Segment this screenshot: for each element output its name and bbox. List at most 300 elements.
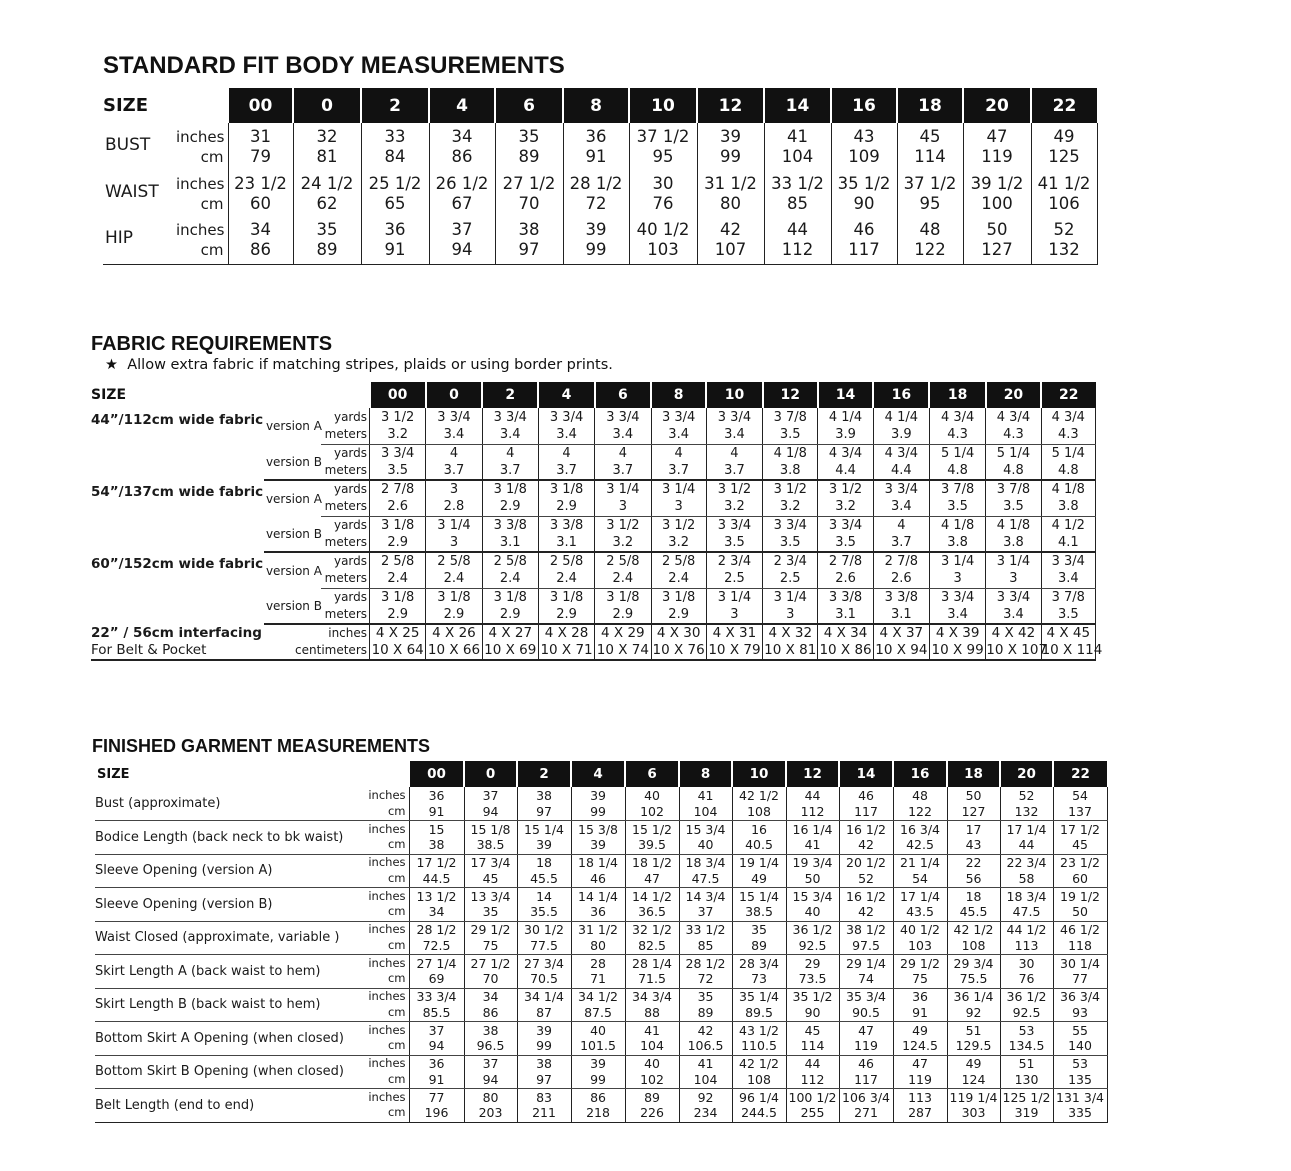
garment-measurements-table [95, 761, 1108, 1123]
value-cell [786, 888, 839, 922]
cell-line-2: 3.5 [387, 462, 408, 478]
cell-line-2: 104 [640, 1038, 664, 1054]
unit-label [264, 624, 370, 660]
cell-line-2: 134.5 [1008, 1038, 1045, 1054]
value-cell [763, 408, 818, 444]
cell-line-2: 85.5 [422, 1004, 451, 1020]
cell-line-2: 2.9 [443, 606, 465, 622]
cell-line-1: 17 1/4 [1006, 821, 1047, 837]
value-cell [947, 955, 1000, 989]
value-cell [538, 552, 594, 588]
cell-line-1: 37 [428, 1022, 445, 1038]
value-cell [464, 955, 517, 989]
value-cell [1041, 480, 1095, 516]
cell-line-1: 53 [1072, 1056, 1088, 1072]
value-cell [1000, 921, 1053, 955]
cell-line-2: 10 X 69 [484, 642, 537, 658]
value-cell [595, 408, 651, 444]
cell-line-1: inches [368, 1056, 406, 1071]
cell-line-1: 22 3/4 [1006, 855, 1047, 871]
value-cell [1041, 624, 1103, 660]
value-cell [370, 444, 426, 480]
value-cell [818, 408, 873, 444]
cell-line-1: 4 X 28 [544, 625, 589, 641]
cell-line-2: 109 [848, 146, 880, 166]
cell-line-1: 37 [482, 1056, 499, 1072]
cell-line-2: 3.7 [724, 462, 745, 478]
cell-line-2: cm [200, 241, 224, 260]
unit-label [321, 516, 369, 552]
cell-line-1: 28 3/4 [739, 955, 780, 971]
cell-line-1: 47 [858, 1022, 874, 1038]
cell-line-1: 3 3/8 [884, 589, 918, 605]
cell-line-1: 20 1/2 [846, 855, 887, 871]
cell-line-2: 2.6 [890, 571, 912, 587]
cell-line-2: 117 [848, 240, 880, 260]
row-label: Waist Closed (approximate, variable ) [95, 921, 365, 955]
row-label: BUST [105, 134, 151, 155]
cell-line-1: 3 1/4 [940, 554, 975, 570]
cell-line-2: 112 [800, 1071, 825, 1087]
value-cell [873, 588, 929, 624]
value-cell [839, 988, 893, 1022]
value-cell [679, 1089, 732, 1123]
value-cell [786, 988, 839, 1022]
value-cell [409, 921, 464, 955]
cell-line-1: 17 1/2 [416, 855, 457, 871]
cell-line-1: 4 [730, 445, 739, 461]
value-cell [370, 552, 426, 588]
value-cell [571, 1022, 625, 1056]
value-cell [625, 787, 679, 821]
cell-line-2: 226 [640, 1105, 664, 1121]
cell-line-1: 3 3/4 [828, 517, 863, 533]
cell-line-1: 3 3/4 [717, 409, 752, 425]
value-cell [873, 516, 929, 552]
cell-line-2: 10 X 107 [986, 642, 1048, 658]
cell-line-1: 26 1/2 [435, 173, 489, 193]
cell-line-1: 3 1/8 [606, 589, 640, 605]
cell-line-1: 4 X 37 [879, 625, 924, 641]
cell-line-1: 42 1/2 [739, 1056, 780, 1072]
cell-line-1: 34 1/2 [578, 989, 619, 1005]
value-cell [595, 444, 651, 480]
size-header-label: SIZE [91, 387, 127, 403]
value-cell [482, 552, 538, 588]
cell-line-2: 89 [316, 240, 338, 260]
value-cell [706, 516, 762, 552]
cell-line-1: 50 [965, 788, 982, 803]
cell-line-1: inches [328, 626, 368, 640]
cell-line-2: 124 [961, 1071, 986, 1087]
cell-line-2: 132 [1014, 803, 1039, 819]
size-header-0: 0 [464, 761, 517, 787]
cell-line-1: 38 [536, 1056, 552, 1072]
cell-line-2: 271 [854, 1105, 878, 1121]
cell-line-2: 95 [652, 146, 674, 166]
interfacing-label-2: For Belt & Pocket [91, 641, 207, 658]
fabric-requirements-table [91, 382, 1103, 661]
cell-line-1: inches [368, 821, 406, 836]
cell-line-1: 18 1/2 [632, 855, 673, 871]
cell-line-2: 3.2 [612, 534, 634, 550]
cell-line-1: 14 [536, 888, 552, 904]
body-measurements-title: STANDARD FIT BODY MEASUREMENTS [103, 52, 565, 79]
cell-line-1: 31 [250, 126, 272, 146]
cell-line-1: 3 7/8 [773, 409, 807, 425]
size-header-4: 4 [429, 88, 495, 123]
cell-line-1: 28 [590, 955, 606, 971]
value-cell [538, 624, 594, 660]
value-cell [293, 170, 361, 217]
cell-line-2: 91 [585, 146, 607, 166]
cell-line-1: 4 3/4 [828, 445, 863, 461]
value-cell [228, 123, 293, 170]
cell-line-2: 3.4 [947, 606, 968, 622]
cell-line-1: 33 1/2 [771, 173, 824, 193]
cell-line-2: 3.8 [1057, 499, 1079, 515]
cell-line-1: 125 1/2 [1002, 1089, 1051, 1105]
cell-line-2: 10 X 99 [931, 642, 984, 658]
cell-line-1: 2 5/8 [493, 554, 527, 570]
value-cell [893, 821, 947, 855]
cell-line-1: 24 1/2 [300, 173, 354, 193]
size-header-18: 18 [947, 761, 1000, 787]
value-cell [763, 516, 818, 552]
value-cell [409, 1022, 464, 1056]
cell-line-2: 3.2 [835, 499, 856, 515]
value-cell [228, 170, 293, 217]
cell-line-1: 4 [618, 445, 627, 461]
cell-line-2: 86 [451, 146, 473, 166]
cell-line-2: 303 [961, 1105, 986, 1121]
unit-label [365, 1022, 409, 1056]
value-cell [482, 588, 538, 624]
value-cell [538, 588, 594, 624]
cell-line-2: 4.3 [1003, 426, 1024, 442]
cell-line-1: 36 [384, 220, 406, 240]
cell-line-2: 10 X 114 [1041, 642, 1103, 658]
cell-line-1: 44 1/2 [1006, 922, 1047, 938]
cell-line-2: 3.8 [947, 534, 968, 550]
value-cell [786, 1022, 839, 1056]
value-cell [625, 888, 679, 922]
size-header-4: 4 [538, 382, 594, 408]
value-cell [897, 123, 963, 170]
fabric-width-label: 60”/152cm wide fabric [91, 556, 264, 572]
value-cell [464, 854, 517, 888]
cell-line-1: yards [333, 517, 368, 532]
value-cell [571, 1089, 625, 1123]
value-cell [786, 1055, 839, 1089]
cell-line-2: 110.5 [741, 1038, 777, 1054]
value-cell [429, 217, 495, 264]
cell-line-2: 45.5 [959, 904, 988, 920]
cell-line-2: 36 [590, 904, 606, 920]
value-cell [947, 854, 1000, 888]
value-cell [426, 588, 482, 624]
cell-line-1: 16 1/2 [846, 888, 887, 904]
value-cell [706, 552, 762, 588]
cell-line-1: 39 [590, 788, 606, 803]
size-header-10: 10 [629, 88, 697, 123]
cell-line-1: 34 1/4 [524, 989, 565, 1005]
size-header-16: 16 [873, 382, 929, 408]
cell-line-1: 3 7/8 [996, 482, 1031, 498]
cell-line-1: 3 1/4 [996, 554, 1031, 570]
value-cell [929, 624, 985, 660]
cell-line-1: 23 1/2 [234, 173, 287, 193]
cell-line-2: 129.5 [955, 1038, 992, 1054]
table-row [95, 1055, 1107, 1089]
cell-line-2: 60 [1072, 870, 1088, 886]
table-row [91, 624, 1096, 660]
cell-line-1: 39 [536, 1022, 552, 1038]
cell-line-2: 2.9 [612, 606, 634, 622]
cell-line-2: 10 X 94 [875, 642, 928, 658]
cell-line-2: 58 [1018, 870, 1035, 886]
value-cell [571, 988, 625, 1022]
value-cell [625, 988, 679, 1022]
cell-line-2: 90.5 [852, 1004, 880, 1020]
cell-line-2: 45 [482, 870, 499, 886]
cell-line-2: 3 [1009, 571, 1018, 587]
cell-line-2: 2.9 [499, 499, 521, 515]
cell-line-2: 39 [590, 837, 606, 853]
cell-line-1: 4 [449, 445, 459, 461]
value-cell [732, 1089, 786, 1123]
value-cell [732, 1055, 786, 1089]
cell-line-1: 29 3/4 [953, 955, 994, 971]
cell-line-2: 119 [854, 1038, 878, 1054]
value-cell [1031, 123, 1097, 170]
value-cell [732, 888, 786, 922]
cell-line-1: 25 1/2 [368, 173, 422, 193]
cell-line-2: 244.5 [741, 1105, 777, 1121]
value-cell [679, 821, 732, 855]
cell-line-1: 4 1/2 [1051, 517, 1085, 533]
value-cell [538, 444, 594, 480]
cell-line-1: 96 1/4 [739, 1089, 780, 1105]
value-cell [818, 480, 873, 516]
cell-line-1: 83 [536, 1089, 552, 1105]
value-cell [732, 921, 786, 955]
cell-line-1: 36 [585, 126, 607, 146]
cell-line-2: 3.7 [556, 462, 577, 478]
cell-line-2: 102 [640, 803, 664, 819]
value-cell [679, 921, 732, 955]
cell-line-2: 47.5 [1012, 904, 1041, 920]
table-row [95, 854, 1107, 888]
value-cell [625, 821, 679, 855]
cell-line-1: 15 3/4 [792, 888, 833, 904]
value-cell [482, 516, 538, 552]
cell-line-2: 106.5 [687, 1038, 724, 1054]
value-cell [1053, 821, 1107, 855]
value-cell [482, 624, 538, 660]
cell-line-2: 3.8 [779, 462, 801, 478]
value-cell [1053, 955, 1107, 989]
cell-line-2: 60 [250, 193, 272, 213]
size-header-0: 0 [426, 382, 482, 408]
value-cell [482, 480, 538, 516]
cell-line-2: cm [387, 904, 406, 919]
value-cell [1041, 444, 1095, 480]
value-cell [679, 854, 732, 888]
cell-line-1: 38 1/2 [846, 922, 887, 938]
cell-line-1: 27 1/4 [416, 955, 457, 971]
value-cell [1041, 408, 1095, 444]
cell-line-1: 18 3/4 [685, 855, 726, 871]
value-cell [409, 1055, 464, 1089]
value-cell [571, 921, 625, 955]
value-cell [409, 854, 464, 888]
size-header-16: 16 [893, 761, 947, 787]
cell-line-2: 103 [647, 240, 679, 260]
cell-line-2: 69 [428, 971, 445, 987]
table-row [103, 170, 1097, 217]
cell-line-1: 77 [428, 1089, 445, 1105]
cell-line-1: 5 1/4 [996, 445, 1031, 461]
cell-line-2: 92.5 [798, 937, 827, 953]
garment-measurements-title: FINISHED GARMENT MEASUREMENTS [92, 736, 431, 756]
cell-line-1: 113 [908, 1089, 932, 1105]
cell-line-2: 45.5 [530, 870, 558, 886]
table-row [95, 988, 1107, 1022]
cell-line-1: 46 [858, 1056, 874, 1072]
cell-line-1: 3 1/2 [773, 482, 807, 498]
cell-line-1: 18 [965, 888, 982, 904]
cell-line-1: 40 [590, 1022, 606, 1038]
cell-line-2: 108 [747, 803, 771, 819]
cell-line-2: 3 [953, 571, 962, 587]
cell-line-2: 3.5 [1057, 606, 1079, 622]
cell-line-2: 114 [800, 1038, 825, 1054]
value-cell [831, 217, 897, 264]
value-cell [732, 1022, 786, 1056]
size-header-00: 00 [409, 761, 464, 787]
row-label: Sleeve Opening (version A) [95, 854, 365, 888]
value-cell [409, 821, 464, 855]
cell-line-1: 3 3/4 [381, 445, 415, 461]
cell-line-2: 3.2 [779, 499, 801, 515]
cell-line-2: 107 [714, 240, 747, 260]
value-cell [679, 787, 732, 821]
cell-line-2: 10 X 74 [596, 642, 649, 658]
cell-line-1: 2 5/8 [549, 554, 584, 570]
value-cell [897, 217, 963, 264]
value-cell [651, 408, 706, 444]
cell-line-1: 5 1/4 [1051, 445, 1085, 461]
value-cell [764, 170, 831, 217]
row-label: Bust (approximate) [95, 787, 365, 821]
cell-line-1: 36 3/4 [1060, 989, 1101, 1005]
cell-line-2: 108 [961, 937, 986, 953]
size-header-14: 14 [818, 382, 873, 408]
cell-line-2: 75 [912, 971, 928, 987]
cell-line-2: 4.4 [890, 462, 912, 478]
cell-line-2: 10 X 66 [427, 642, 481, 658]
cell-line-1: 3 1/8 [661, 589, 696, 605]
cell-line-1: inches [176, 174, 225, 193]
size-header-16: 16 [831, 88, 897, 123]
cell-line-2: 3.7 [890, 534, 912, 550]
value-cell [1000, 787, 1053, 821]
table-row [95, 921, 1107, 955]
cell-line-1: 4 [562, 445, 571, 461]
value-cell [679, 1022, 732, 1056]
cell-line-2: 91 [428, 803, 445, 819]
value-cell [947, 988, 1000, 1022]
cell-line-1: inches [368, 788, 406, 802]
cell-line-2: 3.5 [724, 534, 745, 550]
cell-line-1: 36 1/2 [1006, 989, 1047, 1005]
cell-line-1: 42 [720, 220, 742, 240]
cell-line-1: 44 [804, 788, 821, 803]
value-cell [763, 588, 818, 624]
cell-line-2: 106 [1048, 193, 1080, 213]
cell-line-1: 4 X 25 [375, 625, 420, 641]
cell-line-2: meters [324, 534, 368, 549]
version-label: version A [265, 419, 322, 433]
value-cell [370, 480, 426, 516]
cell-line-2: 40 [697, 837, 714, 853]
size-header-6: 6 [495, 88, 563, 123]
cell-line-1: 3 1/8 [549, 589, 584, 605]
value-cell [818, 588, 873, 624]
cell-line-2: 4.4 [835, 462, 856, 478]
value-cell [517, 821, 571, 855]
cell-line-2: 10 X 81 [764, 642, 817, 658]
cell-line-1: inches [368, 855, 406, 870]
cell-line-1: 3 3/4 [940, 589, 975, 605]
cell-line-2: 72.5 [422, 937, 451, 953]
cell-line-1: 37 1/2 [903, 173, 957, 193]
value-cell [947, 888, 1000, 922]
cell-line-1: 4 X 32 [768, 625, 813, 641]
value-cell [929, 588, 985, 624]
cell-line-1: 49 [1053, 126, 1075, 146]
value-cell [517, 854, 571, 888]
value-cell [495, 123, 563, 170]
cell-line-2: 80 [720, 193, 742, 213]
value-cell [538, 516, 594, 552]
value-cell [1000, 1022, 1053, 1056]
cell-line-1: 3 1/4 [717, 589, 752, 605]
value-cell [517, 888, 571, 922]
cell-line-2: 119 [908, 1071, 932, 1087]
value-cell [763, 480, 818, 516]
cell-line-2: 335 [1068, 1105, 1092, 1121]
cell-line-1: inches [368, 922, 406, 937]
cell-line-2: cm [387, 1038, 406, 1053]
cell-line-1: 2 7/8 [381, 482, 415, 498]
cell-line-1: 3 3/4 [661, 409, 696, 425]
cell-line-1: 3 1/8 [493, 482, 527, 498]
cell-line-2: 77.5 [530, 937, 558, 953]
cell-line-1: inches [368, 1022, 406, 1037]
cell-line-2: 76 [652, 193, 674, 213]
value-cell [426, 480, 482, 516]
value-cell [706, 588, 762, 624]
value-cell [786, 787, 839, 821]
cell-line-2: 52 [858, 870, 874, 886]
cell-line-2: 96.5 [476, 1038, 505, 1054]
value-cell [818, 624, 873, 660]
cell-line-2: 4.1 [1057, 534, 1079, 550]
cell-line-1: 39 [590, 1056, 606, 1072]
cell-line-2: meters [324, 571, 368, 586]
